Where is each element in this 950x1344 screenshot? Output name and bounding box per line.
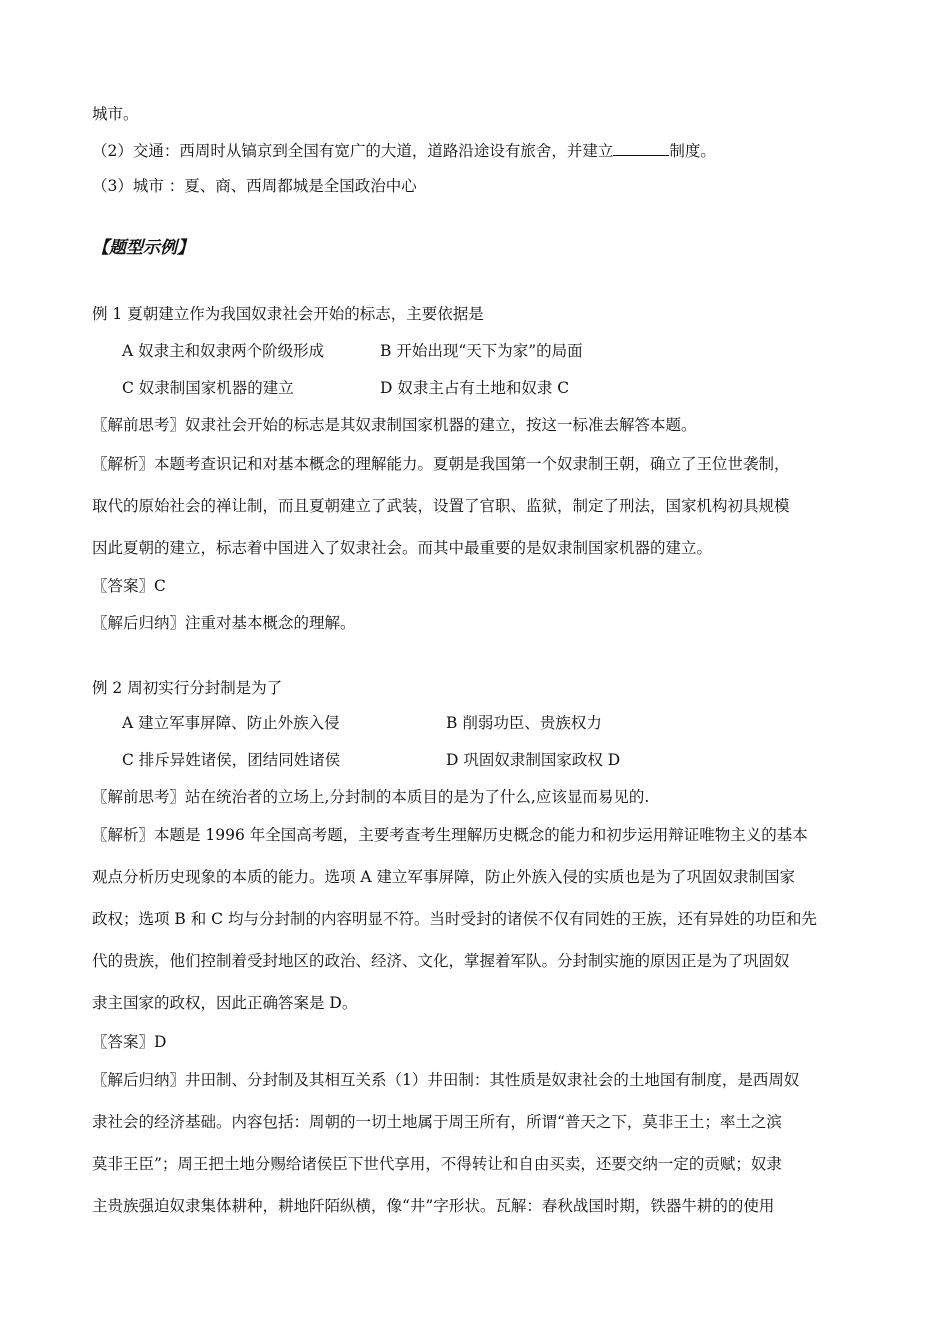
summary-line: 隶社会的经济基础。内容包括：周朝的一切土地属于周王所有，所谓“普天之下，莫非王土；率土之滨	[92, 1113, 782, 1131]
fill-blank	[613, 140, 669, 156]
analysis-line: 观点分析历史现象的本质的能力。选项 A 建立军事屏障，防止外族入侵的实质也是为了巩固奴隶制国家	[92, 868, 796, 886]
text-span: （2）交通：西周时从镐京到全国有宽广的大道，道路沿途设有旅舍，并建立	[92, 142, 614, 160]
analysis-line: 取代的原始社会的禅让制，而且夏朝建立了武装，设置了官职、监狱，制定了刑法，国家机构初具规模	[92, 497, 790, 515]
option-d: D 奴隶主占有土地和奴隶 C	[380, 379, 570, 397]
analysis-line: 〖解析〗本题考查识记和对基本概念的理解能力。夏朝是我国第一个奴隶制王朝，确立了王位世袭制，	[92, 455, 790, 473]
option-c: C 奴隶制国家机器的建立	[122, 379, 294, 397]
analysis-line: 代的贵族，他们控制着受封地区的政治、经济、文化，掌握着军队。分封制实施的原因正是为了巩固奴	[92, 952, 790, 970]
example-2-question: 例 2 周初实行分封制是为了	[92, 679, 283, 697]
summary-line: 主贵族强迫奴隶集体耕种，耕地阡陌纵横，像“井”字形状。瓦解：春秋战国时期，铁器牛耕的的使用	[92, 1197, 775, 1215]
traffic-line	[92, 140, 716, 161]
text-line: 城市。	[92, 105, 139, 123]
section-heading: 【题型示例】	[92, 238, 194, 258]
summary-line: 〖解后归纳〗井田制、分封制及其相互关系（1）井田制：其性质是奴隶社会的土地国有制度，是西周奴	[92, 1071, 800, 1089]
analysis-line: 〖解析〗本题是 1996 年全国高考题，主要考查考生理解历史概念的能力和初步运用辩证唯物主义的基本	[92, 826, 808, 844]
pre-thinking: 〖解前思考〗站在统治者的立场上,分封制的本质目的是为了什么,应该显而易见的.	[92, 788, 650, 806]
option-b: B 开始出现“天下为家”的局面	[380, 342, 583, 360]
analysis-line: 政权；选项 B 和 C 均与分封制的内容明显不符。当时受封的诸侯不仅有同姓的王族，还有异姓的功臣和先	[92, 910, 817, 928]
option-a: A 奴隶主和奴隶两个阶级形成	[122, 342, 325, 360]
option-b: B 削弱功臣、贵族权力	[446, 714, 602, 732]
text-span: 制度。	[669, 142, 716, 160]
analysis-line: 因此夏朝的建立，标志着中国进入了奴隶社会。而其中最重要的是奴隶制国家机器的建立。	[92, 539, 713, 557]
text-line: （3）城市 ：夏、商、西周都城是全国政治中心	[92, 177, 417, 195]
example-1-question: 例 1 夏朝建立作为我国奴隶社会开始的标志，主要依据是	[92, 305, 484, 323]
answer-line: 〖答案〗C	[92, 577, 166, 595]
option-d: D 巩固奴隶制国家政权 D	[446, 751, 621, 769]
option-c: C 排斥异姓诸侯，团结同姓诸侯	[122, 751, 341, 769]
summary-line: 莫非王臣”；周王把土地分赐给诸侯臣下世代享用，不得转让和自由买卖，还要交纳一定的贡赋；奴隶	[92, 1155, 782, 1173]
analysis-line: 隶主国家的政权，因此正确答案是 D。	[92, 994, 358, 1012]
option-a: A 建立军事屏障、防止外族入侵	[122, 714, 340, 732]
summary-line: 〖解后归纳〗注重对基本概念的理解。	[92, 614, 356, 632]
pre-thinking: 〖解前思考〗奴隶社会开始的标志是其奴隶制国家机器的建立，按这一标准去解答本题。	[92, 416, 697, 434]
answer-line: 〖答案〗D	[92, 1033, 167, 1051]
